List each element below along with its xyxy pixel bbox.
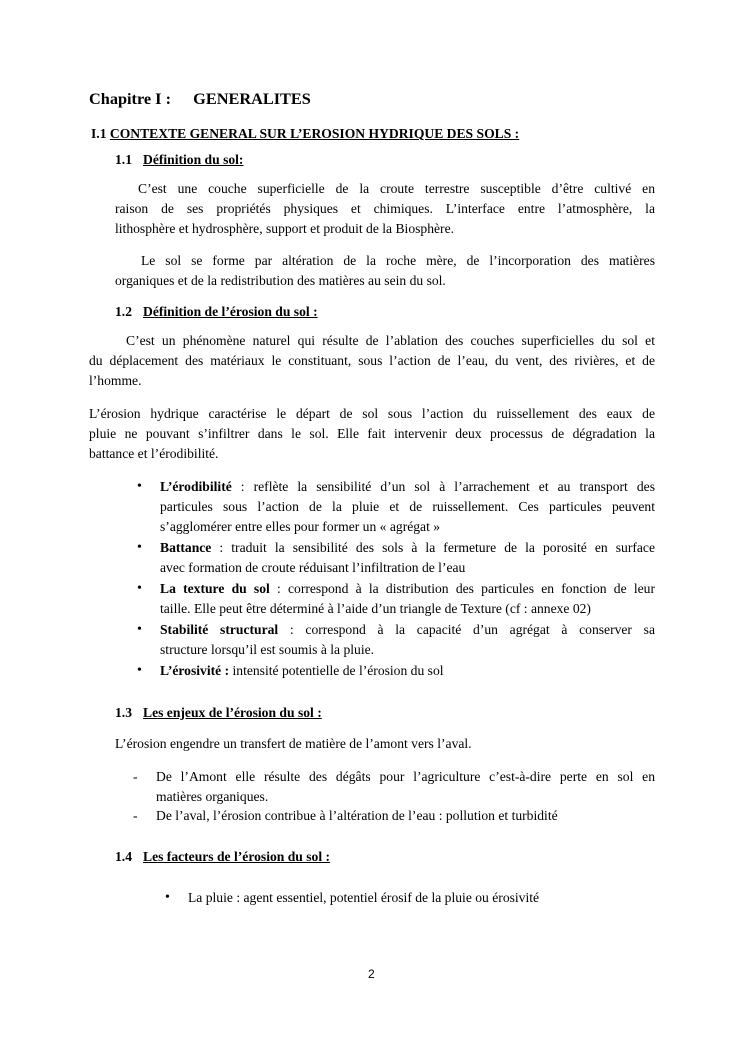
text-line: du déplacement des matériaux le constituant, sous l’action de l’eau, du vent, des rivières, et de	[89, 353, 655, 368]
text-line: pluie ne pouvant s’infiltrer dans le sol. Elle fait intervenir deux processus de dégradation la	[89, 426, 655, 441]
paragraph-enjeux-intro: L’érosion engendre un transfert de matière de l’amont vers l’aval.	[115, 736, 472, 751]
subsection-number: 1.2	[115, 304, 132, 319]
dash-item-line: De l’Amont elle résulte des dégâts pour l’agriculture c’est-à-dire perte en sol en	[156, 769, 655, 784]
subsection-number: 1.1	[115, 152, 132, 167]
text-line: C’est une couche superficielle de la croute terrestre susceptible d’être cultivé en	[138, 181, 655, 196]
bullet-icon: •	[137, 540, 142, 555]
list-item-line	[160, 540, 655, 556]
list-item-term: La texture du sol	[160, 581, 270, 596]
text-line: C’est un phénomène naturel qui résulte de l’ablation des couches superficielles du sol et	[126, 333, 655, 348]
text-line: L’érosion hydrique caractérise le départ de sol sous l’action du ruissellement des eaux de	[89, 406, 655, 421]
section-number: I.1	[91, 126, 107, 141]
text-line: battance et l’érodibilité.	[89, 446, 219, 461]
dash-icon: -	[133, 808, 138, 823]
list-item-line	[160, 479, 655, 495]
list-item-line: avec formation de croute réduisant l’infiltration de l’eau	[160, 560, 466, 575]
list-item-term: Stabilité structural	[160, 622, 279, 637]
list-item-text: : correspond à la capacité d’un agrégat à conserver sa	[278, 622, 655, 637]
list-item-text: : reflète la sensibilité d’un sol à l’arrachement et au transport des	[231, 479, 655, 494]
bullet-icon: •	[137, 479, 142, 494]
chapter-label: Chapitre I :	[89, 89, 172, 108]
list-item-term: Battance	[160, 540, 212, 555]
subsection-heading-1-4	[115, 849, 330, 865]
list-item-line: La pluie : agent essentiel, potentiel érosif de la pluie ou érosivité	[188, 890, 540, 905]
page-number: 2	[368, 967, 375, 981]
bullet-icon: •	[137, 622, 142, 637]
subsection-number: 1.4	[115, 849, 132, 864]
list-item-term: L’érodibilité	[160, 479, 232, 494]
subsection-title: Les facteurs de l’érosion du sol :	[143, 849, 331, 864]
list-item-term: L’érosivité :	[160, 663, 230, 678]
list-item-line	[160, 581, 655, 597]
text-line: raison de ses propriétés physiques et chimiques. L’interface entre l’atmosphère, la	[115, 201, 655, 216]
list-item-line	[160, 663, 444, 679]
list-item-line: particules sous l’action de la pluie et de ruissellement. Ces particules peuvent	[160, 499, 655, 514]
list-item-text: : correspond à la distribution des particules en fonction de leur	[269, 581, 655, 596]
list-item-text: : traduit la sensibilité des sols à la fermeture de la porosité en surface	[211, 540, 655, 555]
subsection-number: 1.3	[115, 705, 132, 720]
list-item-line: structure lorsqu’il est soumis à la pluie.	[160, 642, 375, 657]
bullet-icon: •	[165, 890, 170, 905]
list-item-text: intensité potentielle de l’érosion du sol	[229, 663, 444, 678]
bullet-icon: •	[137, 581, 142, 596]
bullet-icon: •	[137, 663, 142, 678]
dash-item-line: matières organiques.	[156, 789, 269, 804]
section-title: CONTEXTE GENERAL SUR L’EROSION HYDRIQUE DES SOLS :	[109, 126, 520, 141]
text-line: Le sol se forme par altération de la roche mère, de l’incorporation des matières	[141, 253, 655, 268]
chapter-title: GENERALITES	[193, 89, 311, 108]
text-line: lithosphère et hydrosphère, support et produit de la Biosphère.	[115, 221, 455, 236]
text-line: organiques et de la redistribution des matières au sein du sol.	[115, 273, 446, 288]
subsection-heading-1-3	[115, 705, 322, 721]
list-item-line: s’agglomérer entre elles pour former un « agrégat »	[160, 519, 441, 534]
text-line: l’homme.	[89, 373, 142, 388]
subsection-title: Les enjeux de l’érosion du sol :	[143, 705, 322, 720]
dash-item-line: De l’aval, l’érosion contribue à l’altération de l’eau : pollution et turbidité	[156, 808, 558, 823]
list-item-line	[160, 622, 655, 638]
subsection-title: Définition du sol:	[143, 152, 244, 167]
subsection-title: Définition de l’érosion du sol :	[143, 304, 318, 319]
dash-icon: -	[133, 769, 138, 784]
list-item-line: taille. Elle peut être déterminé à l’aide d’un triangle de Texture (cf : annexe 02)	[160, 601, 591, 616]
